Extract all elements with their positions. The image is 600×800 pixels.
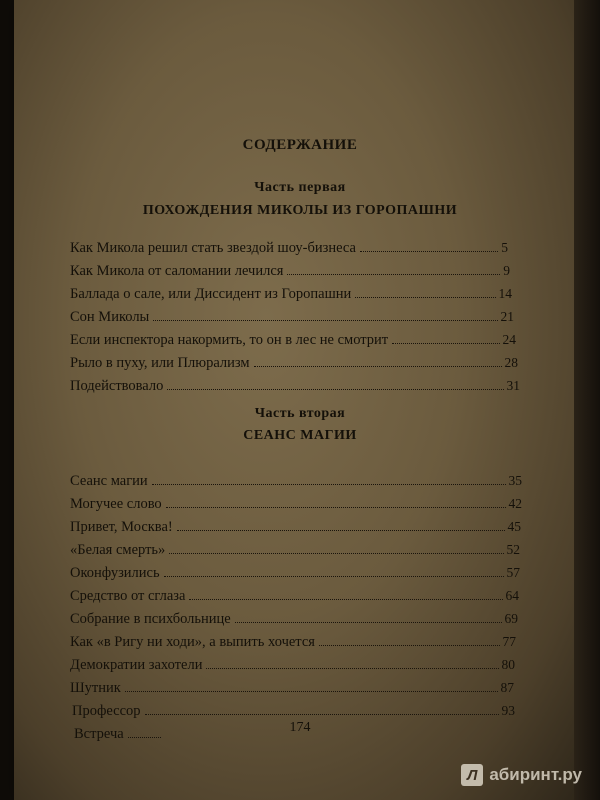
entry-page: 77: [502, 634, 516, 649]
toc-entry: [72, 703, 515, 720]
part-one-title: ПОХОЖДЕНИЯ МИКОЛЫ ИЗ ГОРОПАШНИ: [142, 203, 458, 218]
entry-title: Если инспектора накормить, то он в лес не смотрит: [70, 332, 389, 348]
entry-title: Демократии захотели: [70, 657, 203, 673]
toc-title: СОДЕРЖАНИЕ: [242, 137, 358, 153]
toc-entry: [70, 496, 522, 513]
dot-leader: [166, 507, 506, 508]
toc-entry: [70, 332, 516, 349]
toc-entry: [70, 473, 522, 490]
entry-page: 5: [501, 240, 508, 255]
entry-title: Сеанс магии: [70, 473, 148, 489]
toc-entry: [70, 263, 510, 280]
entry-title: Оконфузились: [70, 565, 160, 581]
entry-page: 42: [508, 496, 522, 511]
page-edge: [574, 0, 600, 800]
toc-entry: [70, 565, 520, 582]
entry-title: Могучее слово: [70, 496, 162, 512]
toc-entry: [70, 634, 516, 651]
labirint-logo-icon: Л: [461, 764, 483, 786]
entry-title: Баллада о сале, или Диссидент из Горопашни: [70, 286, 352, 302]
dot-leader: [164, 576, 504, 577]
dot-leader: [319, 645, 500, 646]
part-two-label: Часть вторая: [254, 406, 346, 421]
entry-page: 80: [501, 657, 515, 672]
entry-title: Подействовало: [70, 378, 164, 394]
watermark: [461, 764, 582, 786]
entry-page: 35: [508, 473, 522, 488]
entry-page: 52: [506, 542, 520, 557]
entry-page: 24: [502, 332, 516, 347]
toc-entry: [70, 355, 518, 372]
dot-leader: [392, 343, 499, 344]
dot-leader: [287, 274, 500, 275]
toc-entry: [70, 588, 519, 605]
entry-page: 87: [500, 680, 514, 695]
entry-page: 9: [503, 263, 510, 278]
entry-title: Профессор: [72, 703, 141, 719]
dot-leader: [153, 320, 497, 321]
dot-leader: [152, 484, 506, 485]
entry-title: «Белая смерть»: [70, 542, 166, 558]
entry-title: Сон Миколы: [70, 309, 150, 325]
entry-title: Средство от сглаза: [70, 588, 186, 604]
dot-leader: [177, 530, 505, 531]
dot-leader: [206, 668, 498, 669]
entry-page: 28: [504, 355, 518, 370]
dot-leader: [189, 599, 502, 600]
part-two-title: СЕАНС МАГИИ: [243, 428, 357, 443]
dot-leader: [145, 714, 499, 715]
dot-leader: [355, 297, 495, 298]
watermark-text: абиринт.ру: [489, 765, 582, 784]
entry-title: Шутник: [70, 680, 121, 696]
dot-leader: [360, 251, 498, 252]
toc-entry: [70, 286, 512, 303]
dot-leader: [125, 691, 498, 692]
entry-page: 57: [506, 565, 520, 580]
entry-page: 31: [506, 378, 520, 393]
entry-title: Как Микола от саломании лечился: [70, 263, 284, 279]
dot-leader: [254, 366, 502, 367]
entry-page: 69: [504, 611, 518, 626]
entry-page: 21: [500, 309, 514, 324]
entry-page: 93: [501, 703, 515, 718]
entry-page: 64: [505, 588, 519, 603]
toc-entry: [70, 611, 518, 628]
entry-title: Встреча: [74, 726, 124, 742]
toc-entry: [70, 519, 521, 536]
dot-leader: [235, 622, 502, 623]
toc-entry: [70, 657, 515, 674]
entry-title: Собрание в психбольнице: [70, 611, 231, 627]
toc-entry: [70, 240, 508, 257]
dot-leader: [167, 389, 503, 390]
entry-title: Рыло в пуху, или Плюрализм: [70, 355, 250, 371]
part-one-label: Часть первая: [254, 180, 346, 195]
toc-entry: [70, 309, 514, 326]
toc-entry: [70, 680, 514, 697]
entry-page: 14: [498, 286, 512, 301]
entry-page: 45: [507, 519, 521, 534]
dot-leader: [169, 553, 503, 554]
entry-title: Как Микола решил стать звездой шоу-бизнеса: [70, 240, 356, 256]
page-number: 174: [289, 720, 311, 735]
toc-entry: [70, 378, 520, 395]
entry-title: Привет, Москва!: [70, 519, 173, 535]
dot-leader: [128, 737, 161, 738]
entry-title: Как «в Ригу ни ходи», а выпить хочется: [70, 634, 315, 650]
toc-entry: [70, 542, 520, 559]
